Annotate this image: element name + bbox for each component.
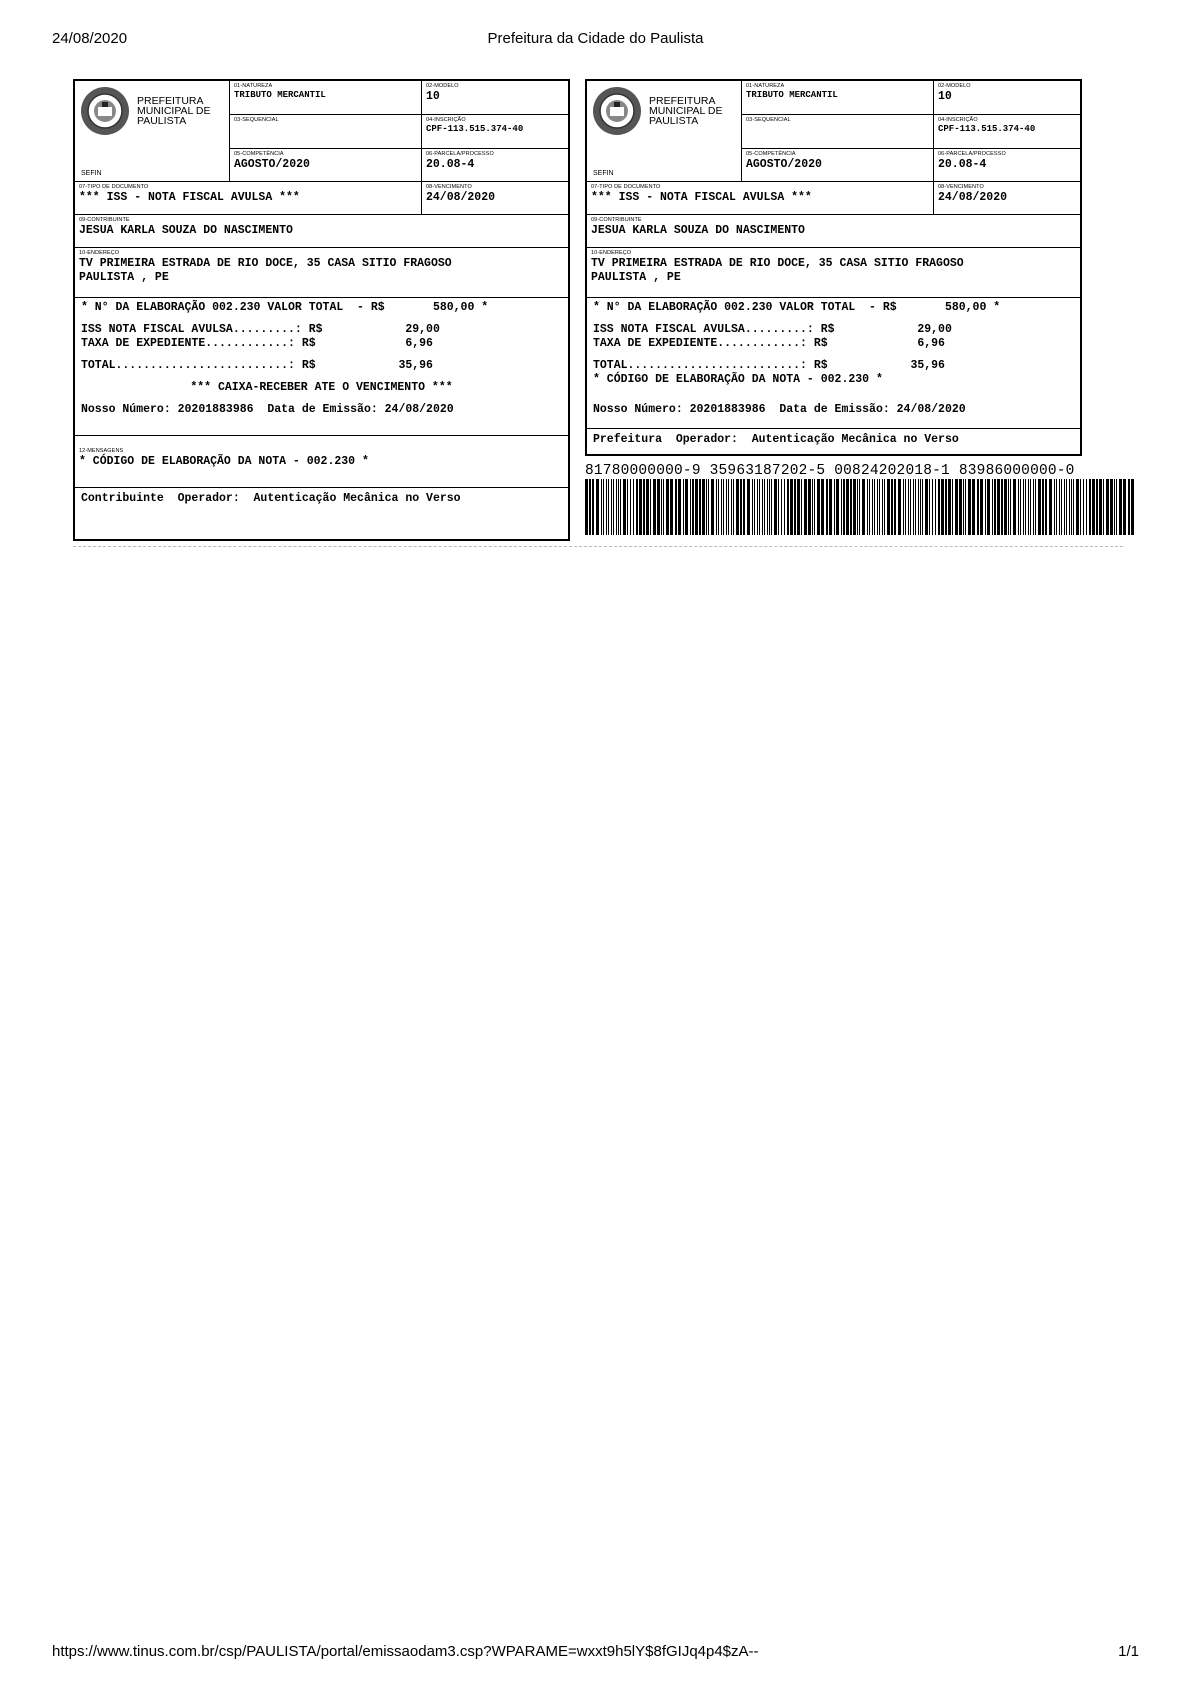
barcode-bar <box>675 479 677 535</box>
barcode-bar <box>879 479 880 535</box>
barcode-bar <box>794 479 796 535</box>
vencimento-value: 24/08/2020 <box>938 191 1008 204</box>
barcode-bar <box>1059 479 1060 535</box>
barcode-bar <box>872 479 873 535</box>
barcode-bar <box>1061 479 1062 535</box>
barcode-bar <box>812 479 813 535</box>
parcela-label: 06-PARCELA/PROCESSO <box>938 151 1006 157</box>
barcode-bar <box>850 479 852 535</box>
barcode-bar <box>903 479 904 535</box>
barcode-bar <box>769 479 770 535</box>
barcode-bar <box>618 479 619 535</box>
barcode-bar <box>699 479 701 535</box>
barcode-bar <box>1064 479 1065 535</box>
inscricao-label: 04-INSCRIÇÃO <box>938 117 978 123</box>
prefeitura-seal-icon <box>79 85 131 137</box>
barcode-bar <box>787 479 789 535</box>
barcode-bar <box>1001 479 1003 535</box>
endereco-label: 10-ENDEREÇO <box>79 250 120 256</box>
barcode-bar <box>1076 479 1079 535</box>
barcode-bar <box>898 479 901 535</box>
tipo-label: 07-TIPO DE DOCUMENTO <box>79 184 149 190</box>
barcode-bar <box>613 479 614 535</box>
logo-line1: PREFEITURA <box>649 95 716 107</box>
barcode-bar <box>894 479 896 535</box>
inscricao-value: CPF-113.515.374-40 <box>426 124 524 134</box>
barcode-bar <box>633 479 634 535</box>
barcode-bar <box>826 479 828 535</box>
barcode-bar <box>929 479 930 535</box>
vencimento-label: 08-VENCIMENTO <box>426 184 472 190</box>
competencia-value: AGOSTO/2020 <box>234 158 310 171</box>
barcode-bar <box>728 479 729 535</box>
slip-contribuinte <box>73 79 570 541</box>
competencia-value: AGOSTO/2020 <box>746 158 822 171</box>
endereco-label: 10-ENDEREÇO <box>591 250 632 256</box>
tipo-row <box>587 182 1080 215</box>
barcode-bar <box>846 479 849 535</box>
barcode-bar <box>685 479 688 535</box>
barcode-bar <box>646 479 649 535</box>
contribuinte-label: 09-CONTRIBUINTE <box>79 217 130 223</box>
logo-cell <box>587 81 741 181</box>
barcode-bar <box>959 479 962 535</box>
barcode-bar <box>611 479 612 535</box>
endereco-line2: PAULISTA , PE <box>79 271 169 284</box>
nosso-numero-line: Nosso Número: 20201883986 Data de Emissão: 24/08/2020 <box>81 403 454 416</box>
barcode-bar <box>882 479 883 535</box>
barcode-bar <box>708 479 709 535</box>
barcode-bar <box>620 479 621 535</box>
total-line: TOTAL.........................: R$ 35,96 <box>81 359 433 372</box>
barcode-bar <box>821 479 824 535</box>
barcode-bar <box>603 479 604 535</box>
barcode-bar <box>639 479 642 535</box>
barcode-bar <box>650 479 651 535</box>
barcode-bar <box>585 479 588 535</box>
endereco-line2: PAULISTA , PE <box>591 271 681 284</box>
barcode-bar <box>1018 479 1019 535</box>
barcode-bar <box>601 479 602 535</box>
barcode-bar <box>670 479 673 535</box>
barcode-bar <box>706 479 707 535</box>
barcode-bar <box>778 479 779 535</box>
barcode-bar <box>608 479 609 535</box>
mensagens-label: 12-MENSAGENS <box>79 448 124 454</box>
barcode-bar <box>853 479 856 535</box>
competencia-label: 05-COMPETÊNCIA <box>746 151 796 157</box>
endereco-line1: TV PRIMEIRA ESTRADA DE RIO DOCE, 35 CASA SITIO FRAGOSO <box>79 257 452 270</box>
barcode-bar <box>948 479 951 535</box>
barcode-bar <box>636 479 638 535</box>
valores-row <box>75 298 568 436</box>
barcode-bar <box>752 479 753 535</box>
barcode-bar <box>718 479 719 535</box>
right-column <box>421 81 568 181</box>
barcode-bar <box>1054 479 1055 535</box>
barcode-bar <box>716 479 717 535</box>
modelo-label: 02-MODELO <box>938 83 971 89</box>
tipo-value: *** ISS - NOTA FISCAL AVULSA *** <box>591 191 812 204</box>
barcode-bar <box>596 479 599 535</box>
mid-column <box>741 81 933 181</box>
barcode-bar <box>884 479 885 535</box>
barcode-bar <box>721 479 722 535</box>
prefeitura-seal-icon <box>591 85 643 137</box>
barcode-bar <box>1025 479 1026 535</box>
natureza-value: TRIBUTO MERCANTIL <box>234 90 326 100</box>
barcode-bar <box>723 479 724 535</box>
barcode-bar <box>841 479 842 535</box>
sefin-label: SEFIN <box>81 170 102 177</box>
contribuinte-label: 09-CONTRIBUINTE <box>591 217 642 223</box>
operador-row <box>75 488 568 510</box>
barcode-bar <box>678 479 681 535</box>
footer-page-number: 1/1 <box>1118 1643 1139 1660</box>
logo-line2: MUNICIPAL DE <box>137 105 211 117</box>
barcode-bar <box>1080 479 1081 535</box>
barcode-bar <box>965 479 966 535</box>
barcode-bar <box>862 479 865 535</box>
barcode-bar <box>1049 479 1052 535</box>
barcode-bar <box>630 479 631 535</box>
barcode-bar <box>1092 479 1095 535</box>
barcode-bar <box>606 479 607 535</box>
barcode-bar <box>740 479 742 535</box>
barcode-bar <box>1099 479 1102 535</box>
barcode-bar <box>1106 479 1109 535</box>
slip-prefeitura <box>585 79 1082 456</box>
contribuinte-value: JESUA KARLA SOUZA DO NASCIMENTO <box>79 224 293 237</box>
barcode-bar <box>764 479 765 535</box>
logo-line3: PAULISTA <box>137 115 187 127</box>
barcode-bar <box>653 479 656 535</box>
barcode-bar <box>754 479 755 535</box>
endereco-row <box>75 248 568 298</box>
prefeitura-operador-line: Prefeitura Operador: Autenticação Mecânica no Verso <box>593 433 959 446</box>
barcode-image <box>585 479 1136 535</box>
barcode-bar <box>968 479 971 535</box>
barcode-bar <box>877 479 878 535</box>
barcode-bar <box>1056 479 1057 535</box>
logo-line3: PAULISTA <box>649 115 699 127</box>
contribuinte-operador-line: Contribuinte Operador: Autenticação Mecânica no Verso <box>81 492 461 505</box>
barcode-bar <box>1083 479 1084 535</box>
barcode-bar <box>702 479 705 535</box>
barcode-bar <box>1023 479 1024 535</box>
mensagens-row <box>75 436 568 488</box>
barcode-bar <box>941 479 944 535</box>
parcela-value: 20.08-4 <box>426 158 475 171</box>
barcode-bar <box>683 479 684 535</box>
barcode-bar <box>829 479 832 535</box>
barcode-bar <box>781 479 782 535</box>
barcode-bar <box>616 479 617 535</box>
barcode-bar <box>767 479 768 535</box>
barcode-bar <box>733 479 734 535</box>
barcode-bar <box>690 479 691 535</box>
barcode-bar <box>747 479 750 535</box>
barcode-bar <box>774 479 777 535</box>
barcode-bar <box>657 479 660 535</box>
inscricao-value: CPF-113.515.374-40 <box>938 124 1036 134</box>
barcode-bar <box>1066 479 1067 535</box>
barcode-bar <box>623 479 626 535</box>
footer-url: https://www.tinus.com.br/csp/PAULISTA/portal/emissaodam3.csp?WPARAME=wxxt9h5lY$8fGIJq4p4$zA-- <box>52 1643 759 1660</box>
tipo-row <box>75 182 568 215</box>
barcode-bar <box>857 479 858 535</box>
barcode-bar <box>920 479 921 535</box>
inscricao-label: 04-INSCRIÇÃO <box>426 117 466 123</box>
barcode-bar <box>1069 479 1070 535</box>
barcode-bar <box>891 479 893 535</box>
barcode-bar <box>736 479 739 535</box>
vencimento-label: 08-VENCIMENTO <box>938 184 984 190</box>
barcode-bar <box>1020 479 1021 535</box>
operador-row <box>587 429 1080 451</box>
barcode-bar <box>1038 479 1041 535</box>
barcode-bar <box>643 479 645 535</box>
barcode-bar <box>771 479 772 535</box>
barcode-bar <box>952 479 953 535</box>
barcode-bar <box>938 479 940 535</box>
barcode-bar <box>925 479 928 535</box>
barcode-bar <box>814 479 815 535</box>
mid-column <box>229 81 421 181</box>
contribuinte-value: JESUA KARLA SOUZA DO NASCIMENTO <box>591 224 805 237</box>
barcode-bar <box>589 479 591 535</box>
sequencial-label: 03-SEQUENCIAL <box>234 117 279 123</box>
barcode-bar <box>797 479 800 535</box>
barcode-bar <box>784 479 785 535</box>
barcode-bar <box>1035 479 1036 535</box>
barcode-bar <box>915 479 916 535</box>
barcode-bar <box>1103 479 1104 535</box>
modelo-label: 02-MODELO <box>426 83 459 89</box>
barcode-bar <box>1028 479 1029 535</box>
barcode-bar <box>987 479 990 535</box>
tipo-value: *** ISS - NOTA FISCAL AVULSA *** <box>79 191 300 204</box>
barcode-bar <box>1071 479 1072 535</box>
barcode-bar <box>945 479 947 535</box>
natureza-label: 01-NATUREZA <box>234 83 273 89</box>
endereco-line1: TV PRIMEIRA ESTRADA DE RIO DOCE, 35 CASA SITIO FRAGOSO <box>591 257 964 270</box>
valores-row <box>587 298 1080 429</box>
barcode-bar <box>1114 479 1115 535</box>
parcela-value: 20.08-4 <box>938 158 987 171</box>
barcode-bar <box>801 479 802 535</box>
logo-line1: PREFEITURA <box>137 95 204 107</box>
sequencial-label: 03-SEQUENCIAL <box>746 117 791 123</box>
codigo-line: * CÓDIGO DE ELABORAÇÃO DA NOTA - 002.230 * <box>79 455 369 468</box>
competencia-label: 05-COMPETÊNCIA <box>234 151 284 157</box>
barcode-bar <box>661 479 662 535</box>
barcode-bar <box>910 479 911 535</box>
parcela-label: 06-PARCELA/PROCESSO <box>426 151 494 157</box>
barcode-bar <box>759 479 760 535</box>
barcode-bar <box>804 479 807 535</box>
iss-line: ISS NOTA FISCAL AVULSA.........: R$ 29,00 <box>593 323 952 336</box>
slip-header-row <box>75 81 568 182</box>
slip-header-row <box>587 81 1080 182</box>
logo-line2: MUNICIPAL DE <box>649 105 723 117</box>
barcode-bar <box>932 479 933 535</box>
endereco-row <box>587 248 1080 298</box>
barcode-bar <box>992 479 993 535</box>
barcode-bar <box>908 479 909 535</box>
contribuinte-row <box>587 215 1080 248</box>
barcode-bar <box>836 479 839 535</box>
natureza-value: TRIBUTO MERCANTIL <box>746 90 838 100</box>
logo-cell <box>75 81 229 181</box>
total-line: TOTAL.........................: R$ 35,96 <box>593 359 945 372</box>
vencimento-value: 24/08/2020 <box>426 191 496 204</box>
barcode-bar <box>726 479 727 535</box>
contribuinte-row <box>75 215 568 248</box>
barcode-bar <box>905 479 906 535</box>
barcode-bar <box>869 479 870 535</box>
barcode-bar <box>695 479 698 535</box>
barcode-bar <box>843 479 845 535</box>
barcode-bar <box>731 479 732 535</box>
right-column <box>933 81 1080 181</box>
codigo-line: * CÓDIGO DE ELABORAÇÃO DA NOTA - 002.230 * <box>593 373 883 386</box>
elaboracao-line: * N° DA ELABORAÇÃO 002.230 VALOR TOTAL - R$ 580,00 * <box>593 301 1001 314</box>
barcode-bar <box>666 479 669 535</box>
barcode-bar <box>1110 479 1113 535</box>
barcode-bar <box>834 479 835 535</box>
barcode-bar <box>977 479 979 535</box>
print-date: 24/08/2020 <box>52 30 128 47</box>
barcode-bar <box>711 479 714 535</box>
barcode-bar <box>997 479 1000 535</box>
iss-line: ISS NOTA FISCAL AVULSA.........: R$ 29,00 <box>81 323 440 336</box>
barcode-bar <box>663 479 664 535</box>
barcode-bar <box>757 479 758 535</box>
barcode-bar <box>1131 479 1134 535</box>
barcode-bar <box>808 479 811 535</box>
modelo-value: 10 <box>938 90 952 103</box>
barcode-bar <box>867 479 868 535</box>
barcode-bar <box>1086 479 1087 535</box>
barcode-bar <box>1116 479 1117 535</box>
barcode-bar <box>1033 479 1034 535</box>
nosso-numero-line: Nosso Número: 20201883986 Data de Emissão: 24/08/2020 <box>593 403 966 416</box>
barcode-bar <box>935 479 936 535</box>
taxa-line: TAXA DE EXPEDIENTE............: R$ 6,96 <box>81 337 433 350</box>
caixa-line: *** CAIXA-RECEBER ATE O VENCIMENTO *** <box>190 381 453 394</box>
barcode-bar <box>1013 479 1016 535</box>
barcode-bar <box>1128 479 1130 535</box>
barcode-bar <box>913 479 914 535</box>
barcode-bar <box>592 479 594 535</box>
natureza-label: 01-NATUREZA <box>746 83 785 89</box>
barcode-bar <box>743 479 745 535</box>
taxa-line: TAXA DE EXPEDIENTE............: R$ 6,96 <box>593 337 945 350</box>
barcode-bar <box>1119 479 1122 535</box>
barcode-bar <box>1123 479 1126 535</box>
barcode-bar <box>1004 479 1007 535</box>
tipo-label: 07-TIPO DE DOCUMENTO <box>591 184 661 190</box>
barcode-bar <box>994 479 996 535</box>
page-title: Prefeitura da Cidade do Paulista <box>487 30 704 47</box>
barcode-bar <box>887 479 890 535</box>
elaboracao-line: * N° DA ELABORAÇÃO 002.230 VALOR TOTAL - R$ 580,00 * <box>81 301 489 314</box>
barcode-bar <box>1045 479 1047 535</box>
barcode-bar <box>874 479 875 535</box>
barcode-bar <box>1089 479 1091 535</box>
barcode-bar <box>918 479 919 535</box>
barcode-bar <box>980 479 983 535</box>
barcode-bar <box>1073 479 1074 535</box>
barcode-bar <box>972 479 975 535</box>
barcode-bar <box>790 479 793 535</box>
cut-line <box>73 546 1123 547</box>
sefin-label: SEFIN <box>593 170 614 177</box>
barcode-bar <box>985 479 986 535</box>
barcode-bar <box>1030 479 1031 535</box>
modelo-value: 10 <box>426 90 440 103</box>
barcode-bar <box>1010 479 1011 535</box>
barcode-bar <box>922 479 923 535</box>
barcode-digits: 81780000000-9 35963187202-5 00824202018-1 83986000000-0 <box>585 463 1075 479</box>
barcode-bar <box>859 479 860 535</box>
barcode-bar <box>963 479 964 535</box>
barcode-bar <box>762 479 763 535</box>
barcode-bar <box>1042 479 1044 535</box>
barcode-bar <box>955 479 958 535</box>
barcode-bar <box>692 479 694 535</box>
barcode-bar <box>1096 479 1098 535</box>
barcode-bar <box>627 479 628 535</box>
barcode-bar <box>817 479 820 535</box>
barcode-bar <box>1008 479 1009 535</box>
